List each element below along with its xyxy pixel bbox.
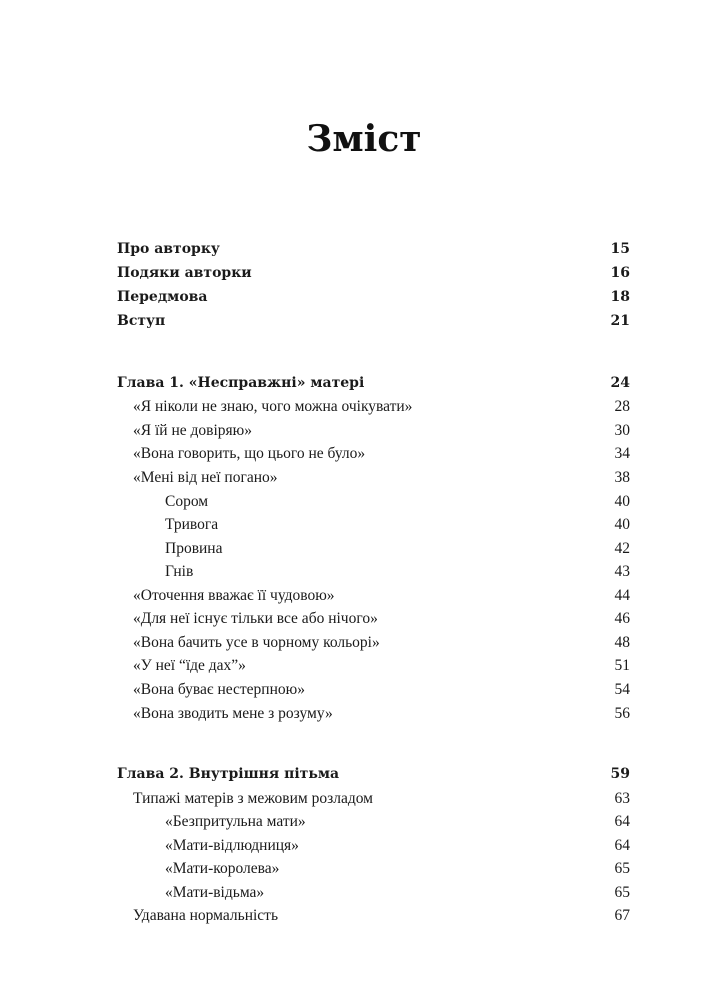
toc-entry-title: Глава 1. «Несправжні» матері [117,375,365,391]
toc-entry-title: Подяки авторки [117,265,252,281]
toc-entry [117,705,630,727]
toc-entry-page: 38 [614,469,630,486]
toc-entry-page: 65 [614,884,630,901]
toc-entry [117,265,630,287]
toc-entry-page: 48 [614,634,630,651]
toc-entry-page: 56 [614,705,630,722]
toc-entry-page: 65 [614,860,630,877]
toc-entry-page: 67 [614,907,630,924]
toc-entry-page: 24 [610,375,630,391]
toc-entry-title: «Безпритульна мати» [165,813,306,830]
toc-entry-title: Гнів [165,563,194,580]
toc-entry [117,241,630,263]
toc-entry [117,907,630,929]
toc-entry-title: Сором [165,493,209,510]
toc-entry-title: «Вона говорить, що цього не було» [133,445,366,462]
toc-chapter [117,766,630,788]
toc-entry-page: 18 [610,289,630,305]
toc-entry [117,860,630,882]
toc-entry-title: «Вона зводить мене з розуму» [133,705,333,722]
toc-entry [117,587,630,609]
toc-entry-title: Провина [165,540,223,557]
toc-entry-title: Удавана нормальність [133,907,279,924]
toc-entry [117,837,630,859]
toc-entry-title: «У неї “їде дах”» [133,657,246,674]
toc-entry [117,516,630,538]
toc-entry [117,790,630,812]
toc-entry-page: 51 [614,657,630,674]
toc-entry-title: Про авторку [117,241,220,257]
toc-entry [117,493,630,515]
toc-entry-title: Глава 2. Внутрішня пітьма [117,766,340,782]
toc-entry-page: 46 [614,610,630,627]
toc-entry [117,610,630,632]
toc-entry [117,634,630,656]
toc-entry-page: 28 [614,398,630,415]
toc-entry [117,445,630,467]
toc-entry-page: 63 [614,790,630,807]
toc-entry [117,313,630,335]
toc-entry-title: «Мати-королева» [165,860,280,877]
toc-entry-title: «Мені від неї погано» [133,469,278,486]
toc-entry-title: «Я ніколи не знаю, чого можна очікувати» [133,398,413,415]
toc-entry-title: «Оточення вважає її чудовою» [133,587,335,604]
toc-entry [117,469,630,491]
toc-entry-title: Вступ [117,313,166,329]
toc-entry-page: 42 [614,540,630,557]
toc-entry [117,540,630,562]
toc-entry-page: 40 [614,516,630,533]
toc-entry [117,657,630,679]
toc-entry [117,289,630,311]
toc-entry-title: «Мати-відлюдниця» [165,837,299,854]
toc-entry-page: 30 [614,422,630,439]
toc-entry [117,398,630,420]
toc-entry-title: «Мати-відьма» [165,884,265,901]
toc-entry-page: 15 [610,241,630,257]
toc-entry [117,813,630,835]
toc-entry-page: 44 [614,587,630,604]
toc-entry-page: 34 [614,445,630,462]
toc-entry-page: 16 [610,265,630,281]
toc-entry-title: «Вона бачить усе в чорному кольорі» [133,634,380,651]
toc-entry-page: 54 [614,681,630,698]
toc-entry-page: 43 [614,563,630,580]
toc-entry-title: Тривога [165,516,219,533]
toc-entry-title: «Вона буває нестерпною» [133,681,305,698]
toc-entry-page: 64 [614,837,630,854]
toc-entry-title: «Я їй не довіряю» [133,422,252,439]
toc-entry [117,681,630,703]
toc-entry-title: Типажі матерів з межовим розладом [133,790,373,807]
toc-entry [117,884,630,906]
toc-entry-page: 21 [610,313,630,329]
toc-entry-page: 59 [610,766,630,782]
page-title: Зміст [306,118,422,160]
toc-entry-title: «Для неї існує тільки все або нічого» [133,610,378,627]
toc-entry-page: 64 [614,813,630,830]
toc-entry-title: Передмова [117,289,208,305]
toc-entry [117,563,630,585]
toc-entry [117,422,630,444]
toc-chapter [117,375,630,397]
toc-entry-page: 40 [614,493,630,510]
